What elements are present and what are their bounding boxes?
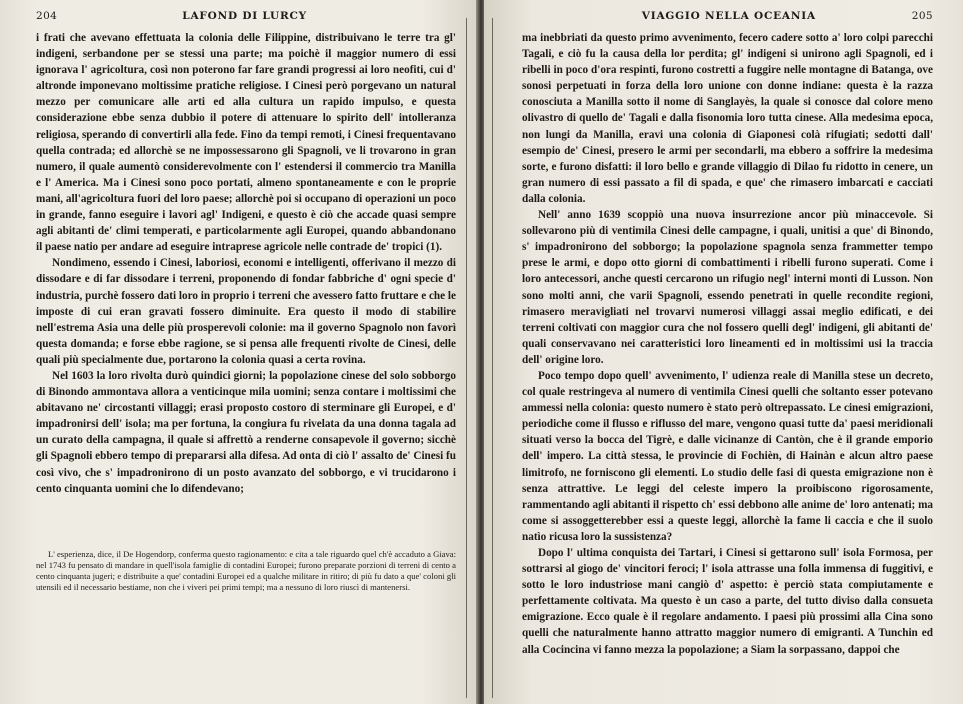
paragraph: i frati che avevano effettuata la colonia delle Filippine, distribuivano le terre tra gl' indigeni, serbandone per se stessi una parte; ma poichè il maggior numero di essi ignorava l' agricoltura, così non poterono far fare grandi progressi ai loro neofiti, cui d' altronde imponevano moltissime pratiche religiose. I Cinesi però porgevano un natural mezzo per comunicare alle arti ed alla cultura un rapido impulso, e questa considerazione ebbe senza dubbio il potere di attenuare lo spirito dell' intolleranza religiosa, sperando di convertirli alla fede. Fino da tempi remoti, i Cinesi frequentavano quella contrada; ed allorchè se ne impossessarono gli Spagnoli, ve li trovarono in gran numero, il quale aumentò considerevolmente con l' estendersi il commercio tra Manilla e l' America. Ma i Cinesi sono poco portati, almeno spontaneamente e con le proprie mani, all'agricoltura fuori del loro paese; allorchè poi si occupano di operazioni un poco in grande, fanno eseguire i lavori agl' Indigeni, e questo è ciò che accade quasi sempre agli abitanti de' climi temperati, e particolarmente agli Europei, quando abbandonano il paese natio per andare ad eseguire intraprese agricole nelle contrade de' tropici (1). [36,32,456,254]
left-body-text [36,30,456,497]
right-running-head [522,10,933,22]
left-page-number: 204 [36,10,58,22]
right-page [484,0,963,704]
paragraph: Nell' anno 1639 scoppiò una nuova insurrezione ancor più minaccevole. Si sollevarono più di ventimila Cinesi delle campagne, i quali, unitisi a que' di Binondo, s' impadronirono del sobborgo; la popolazione spagnola senza frammetter tempo prese le armi, e dopo otto giorni di combattimenti i ribelli furono superati. Come i loro antecessori, anche questi cercarono un rifugio negl' interni monti di Lusson. Non sono molti anni, che varii Spagnoli, essendo penetrati in quelle recondite regioni, rimasero meravigliati nel trovarvi numerosi villaggi assai meglio edificati, e dei terreni coltivati con maggior cura che nol fossero quelli degl' indigeni, gli abitanti de' quali conservavano nei caratteristici loro lineamenti ed in moltissimi usi la traccia dell' origine loro. [522,209,933,366]
left-running-title: LAFOND DI LURCY [182,10,307,22]
page-edge [466,18,467,698]
paragraph: ma inebbriati da questo primo avvenimento, fecero cadere sotto a' loro colpi parecchi Tagali, e ciò fu la causa della lor perdita; gl' indigeni si unirono agli Spagnoli, ed i ribelli in poco d'ora respinti, furono costretti a fuggire nelle montagne di Batanga, ove sonosi perpetuati in forza della loro unione con donne indiane: questa è la razza conosciuta a Manilla sotto il nome di Sanglayès, la quale si conosce dal colore meno olivastro di quello de' Tagali e dalla fisonomia loro tutta cinese. Alla medesima epoca, non lungi da Manilla, eravi una colonia di Giaponesi colà rifugiati; sedotti dall' esempio de' Cinesi, presero le armi per secondarli, ma ebbero a soffrire la medesima sorte, e furono disfatti: il loro bello e grande villaggio di Dilao fu ridotto in cenere, un gran numero di essi passato a fil di spada, e que' che rimasero imbarcati e cacciati dalla colonia. [522,32,933,205]
left-running-head [36,10,456,22]
right-body-text [522,30,933,658]
right-running-title: VIAGGIO NELLA OCEANIA [641,10,816,22]
left-page [0,0,478,704]
footnote: L' esperienza, dice, il De Hogendorp, conferma questo ragionamento: e cita a tale riguardo quel ch'è accaduto a Giava: nel 1743 fu pensato di mandare in quell'isola famiglie di contadini Europei; furono preparate porzioni di terreni di cento a cento cinquanta jugeri; e distribuite a que' contadini Europei ed a qualche militare in ritiro; di più fu dato a que' coloni gli utensili ed il necessario bestiame, non che i viveri pei primi tempi; ma a nessuno di loro riuscì di mantenersi. [36,548,456,592]
paragraph: Nel 1603 la loro rivolta durò quindici giorni; la popolazione cinese del solo sobborgo di Binondo ammontava allora a venticinque mila uomini; senza contare i moltissimi che abitavano ne' circostanti villaggi; erasi proposto costoro di sterminare gli Europei, e d' impadronirsi dell' isola; ma per fortuna, la congiura fu rivelata da una donna tagala ad un curato della campagna, il quale si affrettò a renderne consapevole il governo; sicchè gli Spagnoli ebbero tempo di prepararsi alla difesa. Ad onta di ciò l' assalto de' Cinesi fu così vivo, che s' impadronirono di un posto avanzato del sobborgo, e vi trucidarono i cento cinquanta uomini che lo difendevano; [36,369,456,495]
paragraph: Poco tempo dopo quell' avvenimento, l' udienza reale di Manilla stese un decreto, col quale restringeva al numero di ventimila Cinesi quelli che soltanto esser potevano ammessi nella colonia: questo numero è stato però oltrepassato. Le cinesi emigrazioni, periodiche come il flusso e riflusso del mare, vengono quasi tutte da' paesi meridionali situati verso la bocca del Tigrè, e dalle vicinanze di Cantòn, che è il grande emporio dell' impero. La città stessa, le provincie di Fochièn, di Hainàn e alcun altro paese limitrofo, ne forniscono gli elementi. Lo studio delle fasi di questa emigrazione non è senza attrattive. Le leggi del celeste impero la proibiscono rigorosamente, rammentando agli abitanti il rispetto ch' essi debbono alle anime de' loro antenati; ma come si assoggetterebber essi a queste leggi, allorchè la fame li caccia e che il suolo natìo ricusa loro la sussistenza? [522,369,933,543]
paragraph: Dopo l' ultima conquista dei Tartari, i Cinesi si gettarono sull' isola Formosa, per sottrarsi al giogo de' vincitori feroci; l' isola attrasse una folla immensa di fuggitivi, e sotto le loro industriose mani cangiò d' aspetto: è perciò stata compiutamente e perfettamente coltivata. Ma questo è un caso a parte, del tutto diviso dalla consueta emigrazione. Ecco quale è il regolare andamento. I paesi più prossimi alla Cina sono quelli che naturalmente hanno attratto maggior numero di emigranti. A Tunchin ed alla Cocincina vi fanno mezza la popolazione; a Siam la sorpassano, dappoi che [522,547,933,656]
page-edge [492,18,493,698]
right-page-number: 205 [911,10,933,22]
paragraph: Nondimeno, essendo i Cinesi, laboriosi, economi e intelligenti, offerivano il mezzo di dissodare e di far dissodare i terreni, proponendo di fondar fabbriche d' ogni specie d' industria, purchè fossero dati loro in proprio i terreni che avessero fatto fruttare e che le imposte di cui eran gravati fossero diminuite. Era questo il modo di stabilire nell'estrema Asia una delle più prosperevoli colonie: ma il governo Spagnolo non favorì questa domanda; e forse ebbe ragione, se si pensa alle frequenti rivolte de Cinesi, delle quali più specialmente due, portarono la colonia quasi a certa rovina. [36,257,456,366]
